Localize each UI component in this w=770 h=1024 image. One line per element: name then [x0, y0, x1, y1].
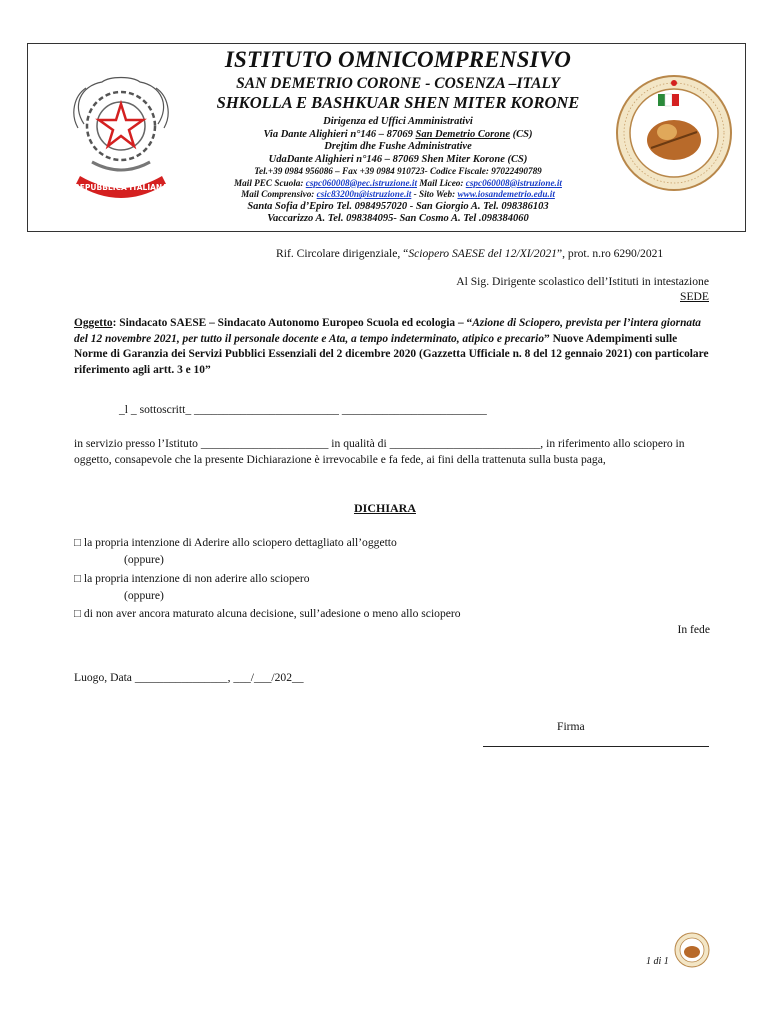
comp-email-link[interactable]: csic83200n@istruzione.it	[316, 189, 412, 200]
pec-email-link[interactable]: cspc060008@pec.istruzione.it	[305, 177, 418, 188]
santa-sofia-line: Santa Sofia d’Epiro Tel. 0984957020 - San Giorgio A. Tel. 098386103	[247, 200, 549, 212]
option-adhere[interactable]: □ la propria intenzione di Aderire allo sciopero dettagliato all’oggetto	[74, 536, 397, 549]
mail-pec-line: Mail PEC Scuola: cspc060008@pec.istruzione.it Mail Liceo: cspc060008@istruzione.it	[234, 177, 562, 188]
recipient-sede: SEDE	[680, 290, 709, 303]
address-albanian-line: UdaDante Alighieri n°146 – 87069 Shen Miter Korone (CS)	[268, 153, 528, 165]
subject-paragraph: Oggetto: Sindacato SAESE – Sindacato Autonomo Europeo Scuola ed ecologia – “Azione di Sciopero, prevista per l’intera giornata del 12 novembre 2021, per tutto il personale docente e Ata, a tempo indeterminato, atipico e precario” Nuove Adempimenti sulle Norme di Garanzia dei Servizi Pubblici Essenziali del 2 dicembre 2020 (Gazzetta Ufficiale n. 8 del 12 gennaio 2021) con particolare riferimento agli artt. 3 e 10”	[74, 317, 709, 376]
signature-label: Firma	[557, 720, 585, 733]
vaccarizzo-line: Vaccarizzo A. Tel. 098384095- San Cosmo A. Tel .098384060	[267, 213, 529, 225]
institute-albanian-name: SHKOLLA E BASHKUAR SHEN MITER KORONE	[216, 93, 580, 112]
signature-line	[483, 746, 709, 747]
phone-fax-line: Tel.+39 0984 956086 – Fax +39 0984 910723- Codice Fiscale: 97022490789	[254, 166, 542, 176]
mail-comp-line: Mail Comprensivo: csic83200n@istruzione.it - Sito Web: www.iosandemetrio.edu.it	[241, 189, 555, 200]
reference-line: Rif. Circolare dirigenziale, “Sciopero SAESE del 12/XI/2021”, prot. n.ro 6290/2021	[276, 247, 664, 260]
service-paragraph: in servizio presso l’Istituto ______________________ in qualità di __________________________, in riferimento allo sciopero in oggetto, consapevole che la presente Dichiarazione è irrevocabile e fa fede, ai fini della trattenuta sulla busta paga,	[74, 437, 685, 466]
or-label: (oppure)	[124, 553, 164, 566]
option-undecided[interactable]: □ di non aver ancora maturato alcuna decisione, sull’adesione o meno allo sciopero	[74, 607, 461, 620]
option-not-adhere[interactable]: □ la propria intenzione di non aderire allo sciopero	[74, 572, 310, 585]
page-number: 1 di 1	[646, 956, 669, 967]
footer-seal-icon	[674, 932, 710, 968]
place-date-field: Luogo, Data ________________, ___/___/202__	[74, 671, 304, 684]
signatory-field: _l _ sottoscritt_ _________________________ _________________________	[119, 403, 487, 416]
letterhead	[27, 43, 746, 232]
website-link[interactable]: www.iosandemetrio.edu.it	[457, 189, 555, 200]
or-label: (oppure)	[124, 589, 164, 602]
emblem-ribbon-text: REPUBBLICA ITALIANA	[74, 183, 168, 192]
admin-office-albanian-line: Drejtim dhe Fushe Administrative	[324, 141, 472, 152]
institute-title: ISTITUTO OMNICOMPRENSIVO	[224, 47, 572, 72]
italian-republic-emblem	[62, 66, 180, 206]
school-seal-icon	[615, 74, 733, 192]
subject-label: Oggetto	[74, 317, 113, 329]
declare-heading: DICHIARA	[353, 501, 416, 515]
liceo-email-link[interactable]: cspc060008@istruzione.it	[465, 177, 562, 188]
recipient-line: Al Sig. Dirigente scolastico dell’Istituti in intestazione	[456, 275, 709, 288]
letterhead-text	[178, 44, 618, 226]
institute-location: SAN DEMETRIO CORONE - COSENZA –ITALY	[236, 75, 560, 92]
in-fede-label: In fede	[677, 623, 710, 636]
address-line: Via Dante Alighieri n°146 – 87069 San Demetrio Corone (CS)	[263, 128, 533, 140]
admin-office-line: Dirigenza ed Uffici Amministrativi	[323, 116, 473, 127]
